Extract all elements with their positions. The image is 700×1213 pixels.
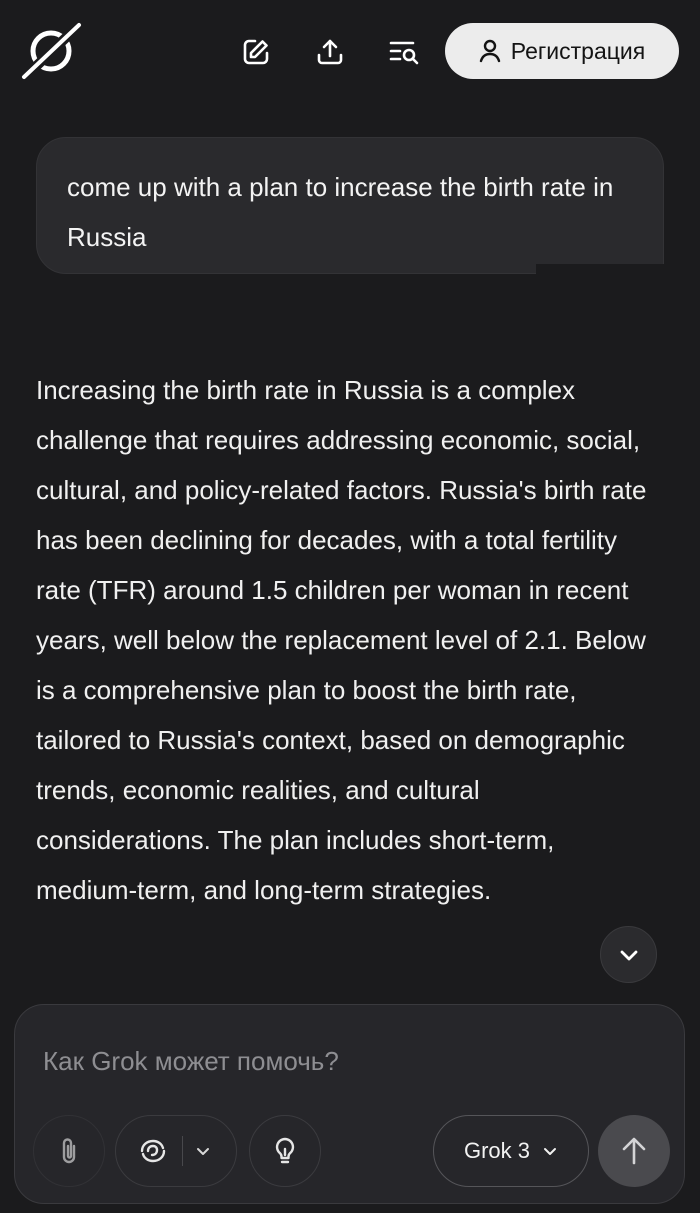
send-button[interactable] <box>598 1115 670 1187</box>
history-button[interactable] <box>380 28 428 76</box>
lightbulb-icon <box>273 1136 297 1166</box>
user-icon <box>479 39 501 63</box>
share-button[interactable] <box>306 28 354 76</box>
top-bar <box>0 0 700 100</box>
bubble-tail <box>536 264 666 278</box>
chevron-down-icon <box>617 943 641 967</box>
user-message-text: come up with a plan to increase the birth rate in Russia <box>67 172 614 252</box>
grok-logo-icon[interactable] <box>20 22 82 80</box>
swirl-icon <box>138 1137 168 1165</box>
assistant-message <box>36 365 661 915</box>
message-composer <box>14 1004 685 1204</box>
think-button[interactable] <box>249 1115 321 1187</box>
upload-icon <box>315 37 345 67</box>
user-message-bubble <box>36 137 664 274</box>
model-selector[interactable] <box>433 1115 589 1187</box>
attach-button[interactable] <box>33 1115 105 1187</box>
signup-button[interactable] <box>445 23 679 79</box>
model-label: Grok 3 <box>463 1138 531 1163</box>
assistant-message-text: Increasing the birth rate in Russia is a complex challenge that requires addressing economic, social, cultural, and policy-related factors. Russia's birth rate has been declining for decades, with a total fertility rate (TFR) around 1.5 children per woman in recent years, well below the replacement level of 2.1. Below is a comprehensive plan to boost the birth rate, tailored to Russia's context, based on demographic trends, economic realities, and cultural considerations. The plan includes short-term, medium-term, and long-term strategies. <box>36 375 647 905</box>
new-chat-button[interactable] <box>232 28 280 76</box>
chevron-down-icon <box>542 1143 558 1159</box>
arrow-up-icon <box>620 1136 648 1166</box>
message-input[interactable] <box>43 1041 643 1081</box>
deepsearch-button[interactable] <box>115 1115 237 1187</box>
chevron-down-icon[interactable] <box>195 1143 211 1159</box>
search-history-icon <box>388 37 420 67</box>
scroll-to-bottom-button[interactable] <box>600 926 657 983</box>
signup-label: Регистрация <box>510 37 646 64</box>
edit-icon <box>241 37 271 67</box>
paperclip-icon <box>58 1136 80 1166</box>
pill-divider <box>182 1136 183 1166</box>
